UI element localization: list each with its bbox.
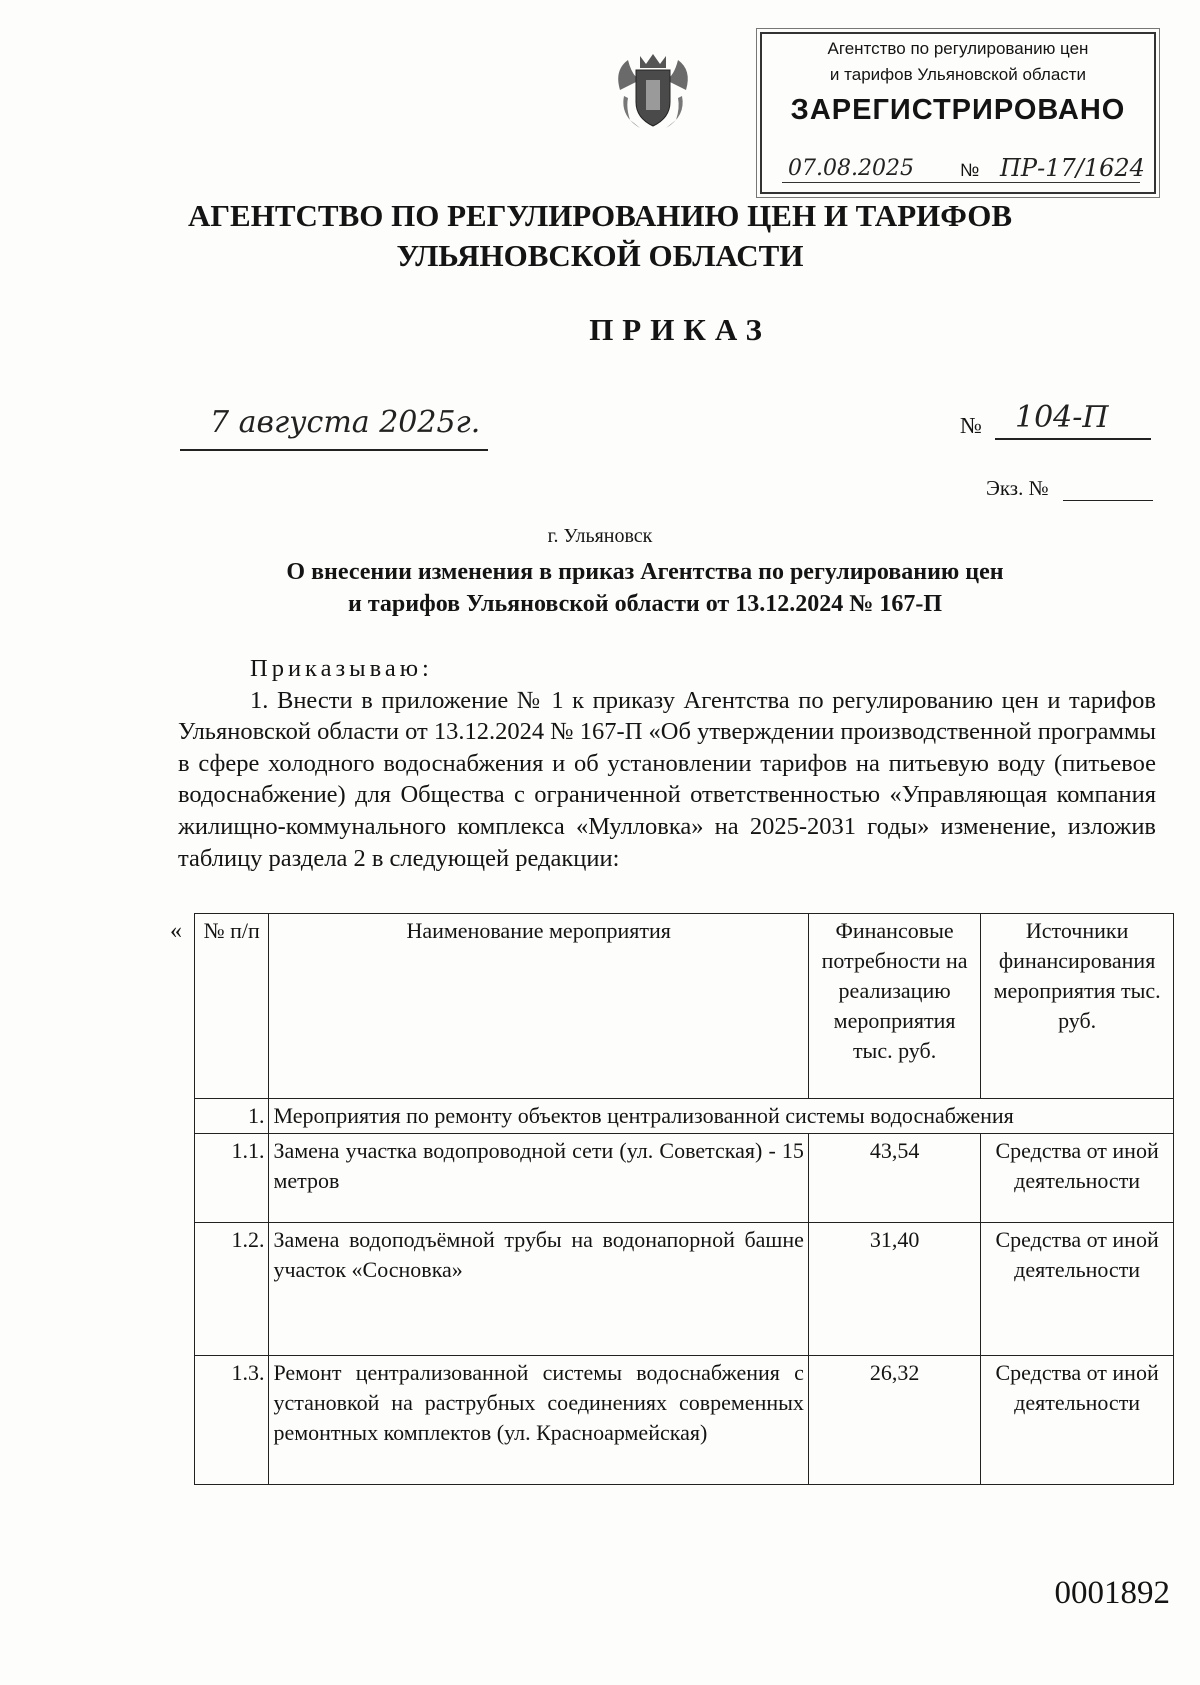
row-num: 1.1.: [195, 1134, 269, 1223]
row-name: Ремонт централизованной системы водоснабжения с установкой на раструбных соединениях современных ремонтных комплектов (ул. Красноармейская): [269, 1356, 808, 1485]
subject-line-1: О внесении изменения в приказ Агентства по регулированию цен: [286, 559, 1004, 585]
coat-of-arms-emblem: [610, 50, 696, 136]
section-num: 1.: [195, 1099, 269, 1134]
activities-table: [194, 913, 1174, 1485]
order-number-field: [995, 402, 1151, 440]
table-row: [195, 1134, 1174, 1223]
order-date-handwritten: 7 августа 2025г.: [210, 405, 481, 440]
order-number-label: №: [960, 413, 982, 438]
row-num: 1.3.: [195, 1356, 269, 1485]
table-row: [195, 1356, 1174, 1485]
row-finance: 31,40: [808, 1223, 980, 1356]
row-finance: 43,54: [808, 1134, 980, 1223]
document-type-title: ПРИКАЗ: [589, 312, 771, 347]
header-name: Наименование мероприятия: [269, 914, 808, 1099]
table-open-quote: «: [170, 918, 182, 944]
row-name: Замена водоподъёмной трубы на водонапорной башне участок «Сосновка»: [269, 1223, 808, 1356]
header-source: Источники финансирования мероприятия тыс. руб.: [981, 914, 1174, 1099]
copy-number-label: Экз. №: [986, 476, 1049, 500]
agency-name-line-1: АГЕНТСТВО ПО РЕГУЛИРОВАНИЮ ЦЕН И ТАРИФОВ: [187, 198, 1013, 233]
document-serial-number: 0001892: [1054, 1575, 1170, 1611]
stamp-line-1: Агентство по регулированию цен: [827, 39, 1089, 58]
registration-stamp: [760, 32, 1156, 194]
header-num: № п/п: [195, 914, 269, 1099]
copy-number-blank: [1063, 500, 1153, 501]
subject-line-2: и тарифов Ульяновской области от 13.12.2024 № 167-П: [348, 591, 942, 617]
table-header-row: [195, 914, 1174, 1099]
city-name: г. Ульяновск: [547, 525, 653, 547]
row-name: Замена участка водопроводной сети (ул. Советская) - 15 метров: [269, 1134, 808, 1223]
stamp-date-handwritten: 07.08.2025: [788, 156, 914, 181]
stamp-date-row: [782, 154, 1145, 184]
order-paragraph-1: 1. Внести в приложение № 1 к приказу Агентства по регулированию цен и тарифов Ульяновской области от 13.12.2024 № 167-П «Об утверждении производственной программы в сфере холодного водоснабжения и об установлении тарифов на питьевую воду (питьевое водоснабжение) для Общества с ограниченной ответственностью «Управляющая компания жилищно-коммунального комплекса «Мулловка» на 2025-2031 годы» изменение, изложив таблицу раздела 2 в следующей редакции:: [178, 686, 1156, 872]
stamp-underline: [782, 182, 1140, 183]
order-subject: [160, 556, 1130, 620]
order-number-handwritten: 104-П: [1015, 400, 1109, 435]
row-source: Средства от иной деятельности: [981, 1223, 1174, 1356]
order-word: Приказываю:: [250, 655, 433, 682]
stamp-number-handwritten: ПР-17/1624: [1000, 154, 1145, 182]
order-body: [178, 653, 1156, 874]
stamp-number-label: №: [960, 160, 980, 180]
header-finance: Финансовые потребности на реализацию мероприятия тыс. руб.: [808, 914, 980, 1099]
stamp-line-2: и тарифов Ульяновской области: [829, 65, 1087, 84]
section-title: Мероприятия по ремонту объектов централизованной системы водоснабжения: [269, 1099, 1174, 1134]
row-num: 1.2.: [195, 1223, 269, 1356]
row-source: Средства от иной деятельности: [981, 1356, 1174, 1485]
table-section-row: [195, 1099, 1174, 1134]
stamp-status: ЗАРЕГИСТРИРОВАНО: [790, 94, 1126, 126]
row-source: Средства от иной деятельности: [981, 1134, 1174, 1223]
row-finance: 26,32: [808, 1356, 980, 1485]
table-row: [195, 1223, 1174, 1356]
order-date-field: [180, 405, 488, 451]
agency-name-line-2: УЛЬЯНОВСКОЙ ОБЛАСТИ: [396, 238, 804, 273]
